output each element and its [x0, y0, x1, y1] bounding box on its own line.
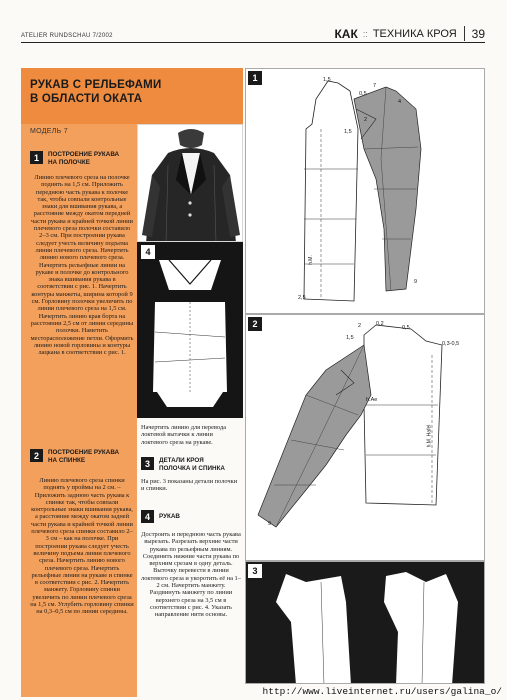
section-2-title-2: НА СПИНКЕ [48, 456, 86, 464]
section-2-heading [30, 449, 119, 464]
section-1-number: 1 [30, 151, 43, 164]
p1-label-3: 2 [364, 117, 368, 123]
header-section: ТЕХНИКА КРОЯ [372, 27, 457, 40]
section-4-number: 4 [141, 510, 154, 523]
section-3-title-2: ПОЛОЧКА И СПИНКА [159, 464, 225, 472]
figure-3-panel [245, 561, 485, 684]
p1-label-6: 9 [414, 279, 418, 285]
section-1-heading [30, 151, 119, 166]
header-kak: КАК [334, 26, 358, 41]
page-number: 39 [471, 26, 485, 41]
p2-label-0: 0,2 [376, 321, 384, 327]
section-4-heading [141, 510, 180, 523]
section-2-number: 2 [30, 449, 43, 462]
p1-label-0: 1,5 [323, 77, 331, 83]
header-rule [21, 42, 485, 43]
section-3-title-1: ДЕТАЛИ КРОЯ [159, 457, 204, 464]
p2-label-3: 1,5 [346, 335, 354, 341]
figure-2-badge: 2 [248, 317, 262, 331]
p1-label-5: 1,5 [344, 129, 352, 135]
title-line-2: В ОБЛАСТИ ОКАТА [30, 93, 143, 105]
p1-label-7: 2,5 [298, 295, 306, 301]
header-bar [464, 26, 465, 41]
page-header [334, 26, 485, 41]
p1-label-1: 7 [373, 83, 377, 89]
p1-label-8: h.M. [307, 255, 314, 265]
magazine-name: ATELIER RUNDSCHAU 7/2002 [21, 33, 113, 39]
section-1-title-1: ПОСТРОЕНИЕ РУКАВА [48, 151, 120, 158]
figure-3-badge: 3 [248, 564, 262, 578]
figure-1-panel [245, 68, 485, 314]
section-3-heading [141, 457, 225, 472]
section-1-text: Линию плечевого среза на полочке поднять на 1,5 см. Приложить переднюю часть рукава к полочке так, чтобы совпали контрольные знаки для вшивания рукава, а расстояние между окатом передней части рукава и крайней точкой линии плечевого среза полочки составило 2–3 см. При построении рукава следует учесть величину подъема линии плечевого среза. Начертить линию нового плечевого среза. Начертить рельефные линии на рукаве и полочке до контрольного знака вшивания рукава в соответствии с рис. 1. Начертить контуры манжеты, ширина которой 9 см. Горловину полочки увеличить по линии плечевого среза на 1,5 см. Начертить линию края борта на расстоянии 2,5 см от линии середины полочки. Наметить месторасположение петли. Оформить линию новой горловины и контуры лацкана в соответствии с рис. 1. [30, 174, 134, 357]
figure-1-badge: 1 [248, 71, 262, 85]
jacket-illustration [138, 125, 243, 242]
figure-2-drawing [246, 315, 485, 561]
p1-label-2: 4 [398, 99, 402, 105]
p2-label-5: h.Ae [366, 397, 378, 403]
p2-label-6: h.M. Hafel [426, 424, 433, 448]
p2-label-7: 9 [268, 521, 272, 527]
p2-label-2: 2 [358, 323, 362, 329]
figure-2-panel [245, 314, 485, 561]
figure-4-badge: 4 [141, 245, 155, 259]
p2-label-4: 0,3-0,5 [442, 341, 460, 347]
header-separator: :: [362, 28, 368, 39]
section-2-title-1: ПОСТРОЕНИЕ РУКАВА [48, 449, 120, 456]
section-3-text: На рис. 3 показаны детали полочки и спинки. [141, 478, 238, 493]
title-line-1: РУКАВ С РЕЛЬЕФАМИ [30, 79, 162, 91]
figure-1-drawing [246, 69, 485, 314]
figure-4-panel [137, 242, 243, 418]
section-3-number: 3 [141, 457, 154, 470]
model-photo [137, 124, 243, 242]
section-4-title: РУКАВ [159, 513, 180, 520]
article-title [21, 68, 243, 124]
p2-label-1: 0,5 [402, 325, 410, 331]
figure-3-drawing [246, 562, 485, 684]
figure-4-caption: Начертить линию для перевода локтевой вытачки к линии локтевого среза на рукаве. [141, 424, 227, 446]
p1-label-4: 0,5 [359, 91, 367, 97]
model-label: МОДЕЛЬ 7 [30, 128, 68, 135]
section-2-text: Линию плечевого среза спинки поднять у проймы на 2 см. – Приложить заднюю часть рукава к спинке так, чтобы совпали контрольные знаки вшивания рукава, а расстояние между окатом задней части рукава и крайней точкой линии плечевого среза спинки составило 2–3 см – как на полочке. При построении рукава следует учесть величину подъема линии плечевого среза. Начертить линию нового плечевого среза. Начертить рельефные линии на рукаве и спинке в соответствии с рис. 2. Начертить манжету. Горловину спинки увеличить по линии плечевого среза на 1,5 см. Углубить горловину спинки на 0,3–0,5 см по линии середины. [30, 477, 134, 616]
figure-4-drawing [137, 242, 243, 418]
source-url: http://www.liveinternet.ru/users/galina_o/ [262, 686, 502, 697]
section-4-text: Достроить и переднюю часть рукава вырезать. Разрезать верхние части рукава по рельефным линиям. Соединить нижние части рукава по верхним срезам в одну деталь. Выточку перевести в линии локтевого среза и укоротить её на 1–2 см. Начертить манжету. Раздвинуть манжету по линии верхнего среза на 3,5 см в соответствии с рис. 4. Указать направление нити основы. [141, 531, 241, 619]
section-1-title-2: НА ПОЛОЧКЕ [48, 158, 90, 166]
